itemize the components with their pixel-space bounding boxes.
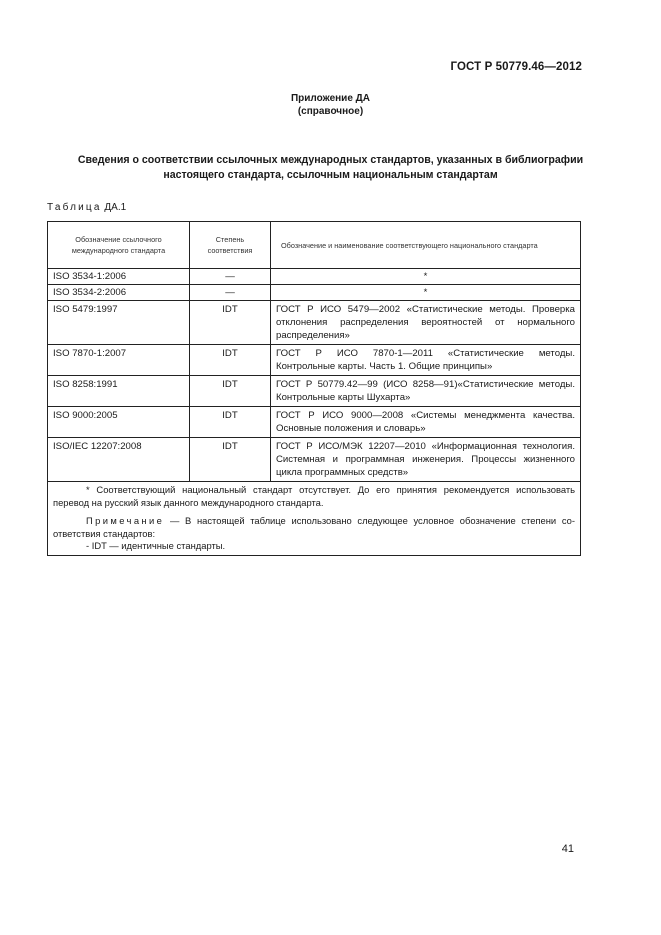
- cell-standard: ISO 3534-1:2006: [48, 269, 190, 285]
- cell-degree: IDT: [190, 407, 271, 438]
- document-code: ГОСТ Р 50779.46—2012: [450, 61, 582, 73]
- cell-degree: IDT: [190, 376, 271, 407]
- annex-heading: [0, 92, 661, 118]
- cell-standard: ISO 5479:1997: [48, 301, 190, 345]
- table-row: [48, 345, 581, 376]
- table-row: [48, 301, 581, 345]
- cell-degree: —: [190, 285, 271, 301]
- cell-standard: ISO 3534-2:2006: [48, 285, 190, 301]
- table-footer: [48, 482, 581, 556]
- note-label: Примечание: [86, 515, 165, 527]
- cell-standard: ISO 7870-1:2007: [48, 345, 190, 376]
- cell-degree: IDT: [190, 438, 271, 482]
- note-item: - IDT — идентичные стандарты.: [86, 540, 226, 552]
- cell-standard: ISO 8258:1991: [48, 376, 190, 407]
- cell-degree: IDT: [190, 345, 271, 376]
- annex-subtitle: (справочное): [297, 106, 364, 117]
- note-text: — В настоящей таблице использовано следующее условное обозначение степени соответствия стандартов:: [53, 515, 575, 539]
- cell-degree: IDT: [190, 301, 271, 345]
- table-caption: [47, 202, 126, 213]
- cell-national: ГОСТ Р ИСО 5479—2002 «Статистические методы. Проверка отклонения распределения вероятностей от нормального распределения»: [271, 301, 581, 345]
- table-footnote: * Соответствующий национальный стандарт отсутствует. До его принятия рекомендуется использовать перевод на русский язык данного международного стандарта.: [53, 484, 575, 508]
- table-row: [48, 285, 581, 301]
- table-row: [48, 407, 581, 438]
- cell-national: ГОСТ Р 50779.42—99 (ИСО 8258—91)«Статистические методы. Контрольные карты Шухарта»: [271, 376, 581, 407]
- header-international-standard: Обозначение ссылочного международного стандарта: [48, 222, 190, 269]
- annex-title: Приложение ДА: [290, 93, 371, 104]
- header-degree: Степень соответствия: [190, 222, 271, 269]
- table-caption-id: ДА.1: [104, 202, 127, 213]
- table-row: [48, 269, 581, 285]
- table-header-row: [48, 222, 581, 269]
- cell-national: ГОСТ Р ИСО/МЭК 12207—2010 «Информационная технология. Системная и программная инженерия. Процессы жизненного цикла программных средств»: [271, 438, 581, 482]
- section-heading-line-1: Сведения о соответствии ссылочных международных стандартов, указанных в библиографии: [77, 154, 584, 166]
- cell-national: *: [271, 285, 581, 301]
- table-row: [48, 376, 581, 407]
- table-footer-row: [48, 482, 581, 556]
- section-heading: [40, 153, 621, 183]
- cell-standard: ISO 9000:2005: [48, 407, 190, 438]
- page-number: 41: [561, 843, 574, 855]
- cell-national: ГОСТ Р ИСО 7870-1—2011 «Статистические методы. Контрольные карты. Часть 1. Общие принципы»: [271, 345, 581, 376]
- table-note: [53, 515, 575, 540]
- cell-standard: ISO/IEC 12207:2008: [48, 438, 190, 482]
- standards-table: [47, 221, 581, 556]
- cell-national: *: [271, 269, 581, 285]
- table-caption-word: Таблица: [47, 202, 102, 213]
- cell-degree: —: [190, 269, 271, 285]
- section-heading-line-2: настоящего стандарта, ссылочным национальным стандартам: [163, 169, 498, 181]
- header-national-standard: Обозначение и наименование соответствующего национального стандарта: [271, 222, 581, 269]
- cell-national: ГОСТ Р ИСО 9000—2008 «Системы менеджмента качества. Основные положения и словарь»: [271, 407, 581, 438]
- table-row: [48, 438, 581, 482]
